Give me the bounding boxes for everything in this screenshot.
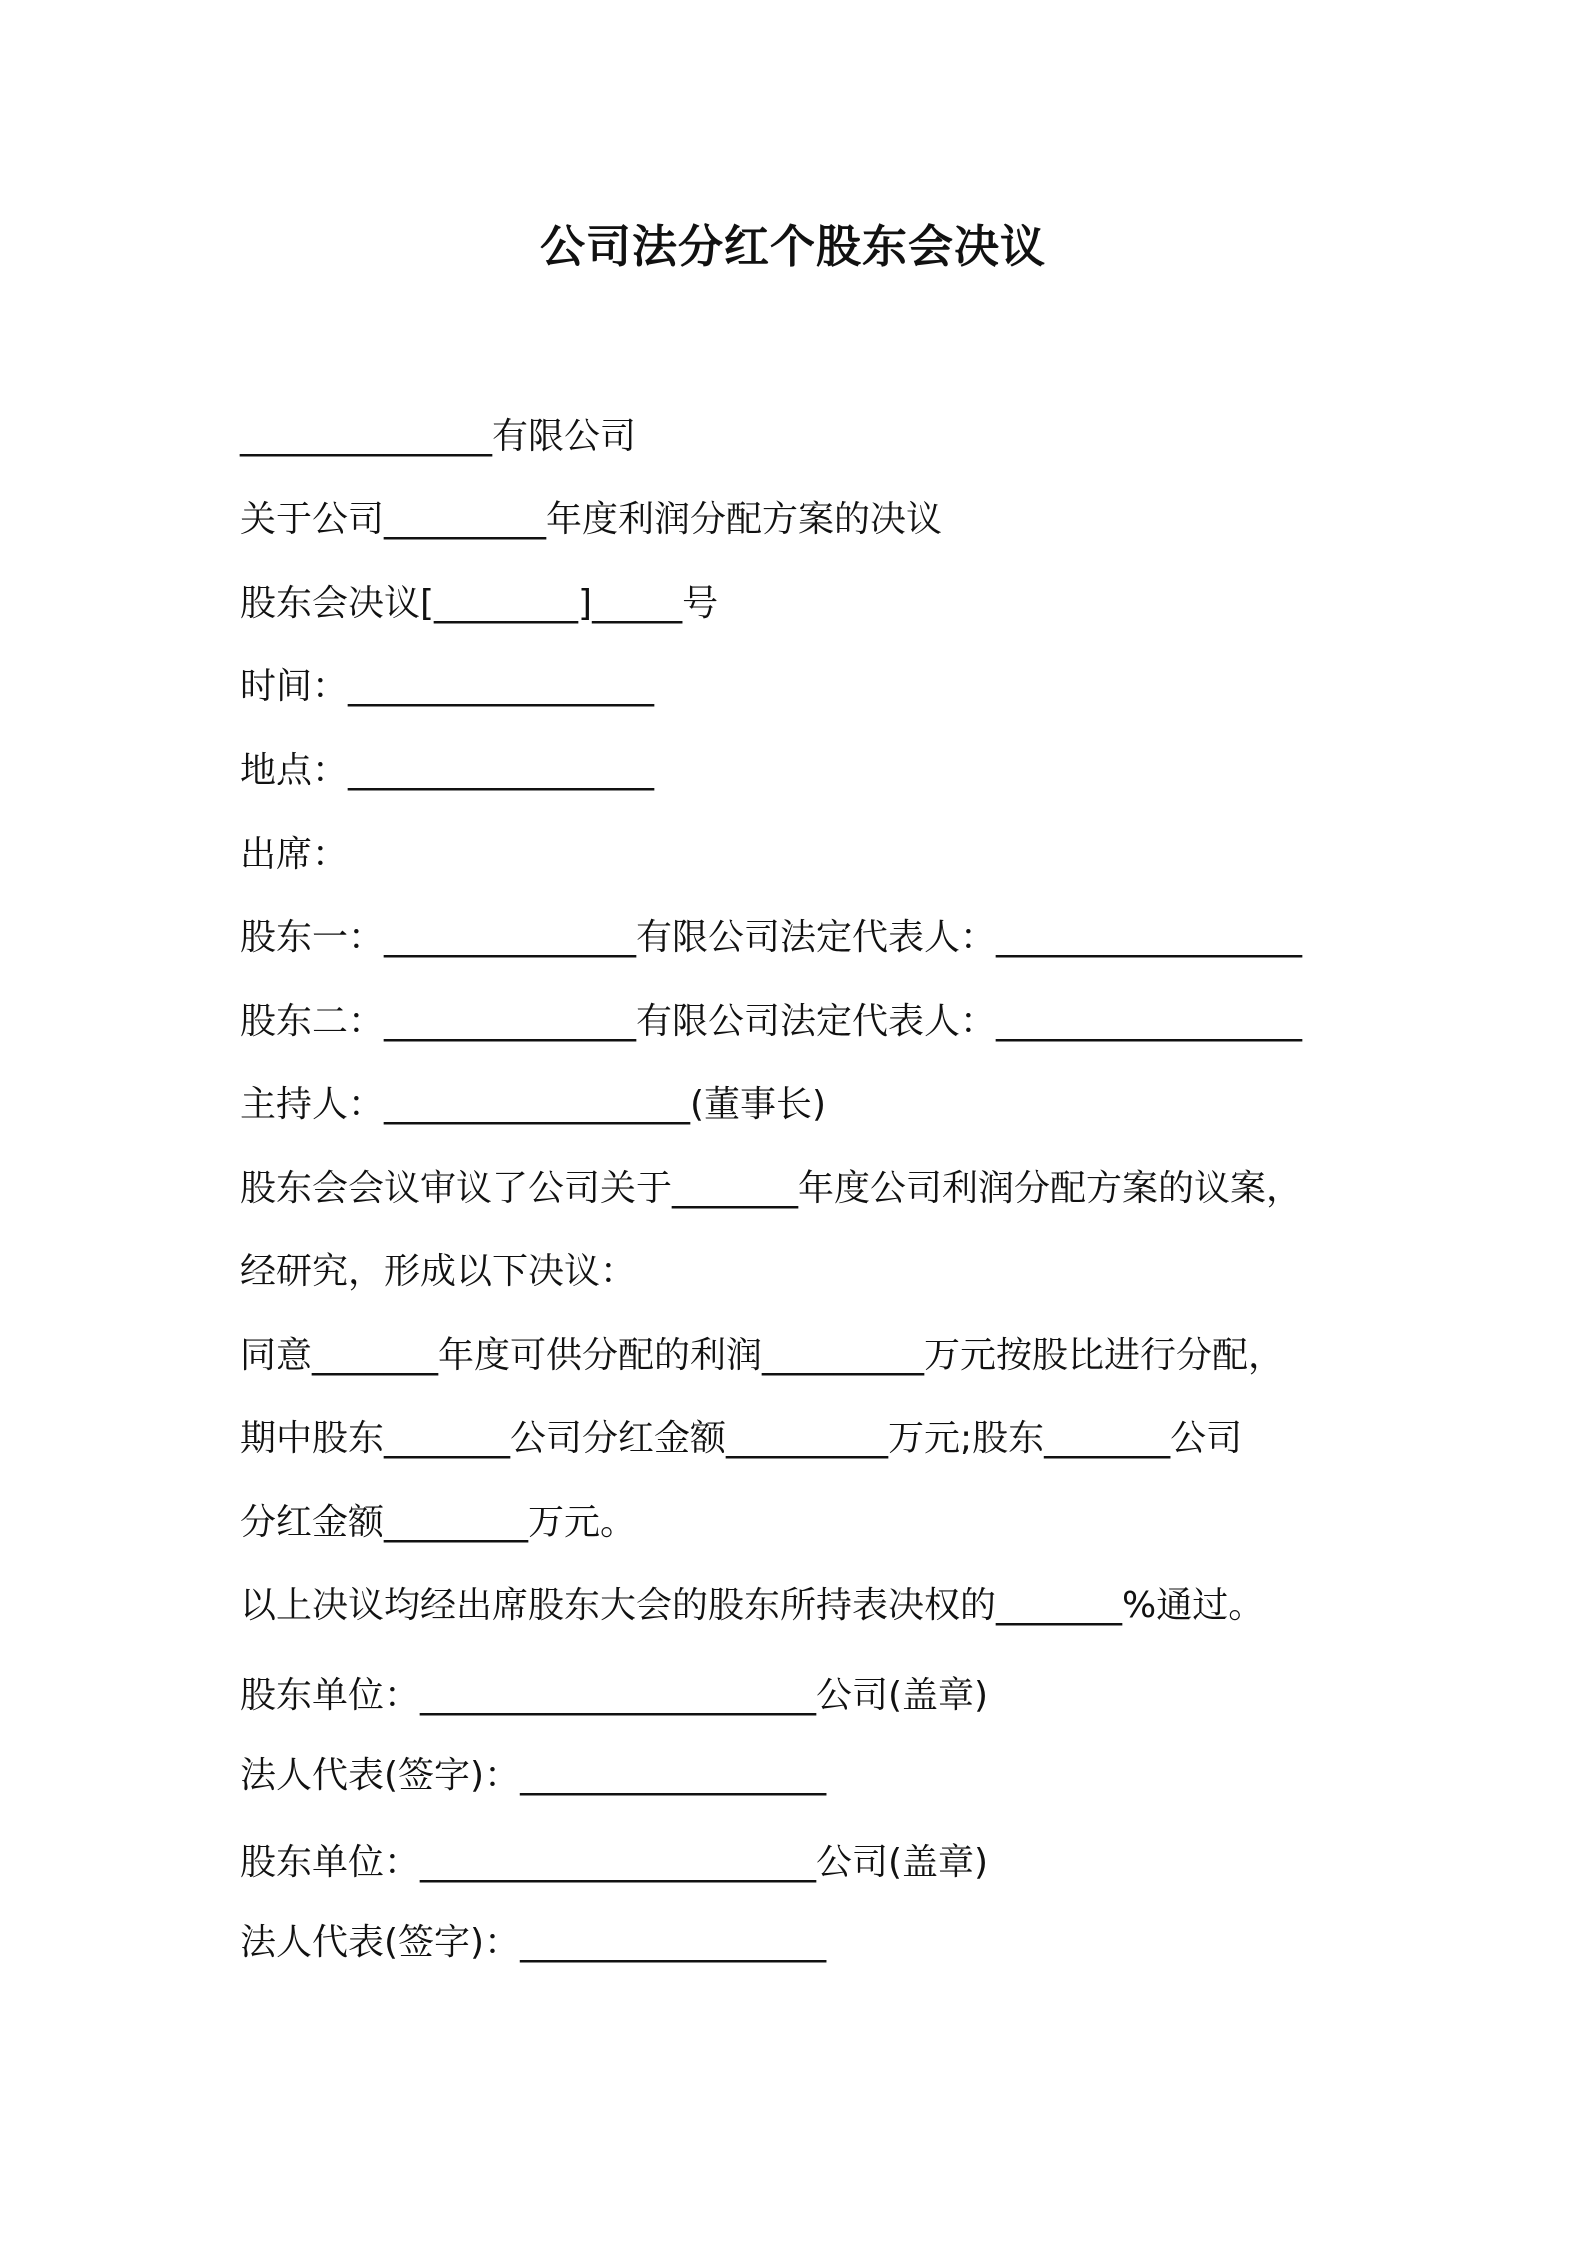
document-title: 公司法分红个股东会决议: [539, 220, 1046, 273]
chairperson-line: 主持人：_________________(董事长): [240, 1084, 827, 1125]
shareholder-unit-line-2: 股东单位：______________________公司(盖章): [240, 1842, 989, 1883]
approval-line: 以上决议均经出席股东大会的股东所持表决权的_______%通过。: [240, 1585, 1265, 1626]
attendance-heading: 出席：: [240, 834, 349, 875]
resolution-line-2: 期中股东_______公司分红金额_________万元;股东_______公司: [240, 1418, 1243, 1459]
location-line: 地点：_________________: [240, 750, 655, 791]
resolution-line-1: 同意_______年度可供分配的利润_________万元按股比进行分配，: [240, 1335, 1285, 1376]
body-paragraph-line-1: 股东会会议审议了公司关于_______年度公司利润分配方案的议案，: [240, 1168, 1303, 1209]
resolution-line-3: 分红金额________万元。: [240, 1502, 637, 1543]
shareholder-two-line: 股东二：______________有限公司法定代表人：_________________: [240, 1001, 1303, 1042]
resolution-subject-line: 关于公司_________年度利润分配方案的决议: [240, 499, 943, 540]
body-paragraph-line-2: 经研究，形成以下决议：: [240, 1251, 637, 1292]
shareholder-unit-line-1: 股东单位：______________________公司(盖章): [240, 1675, 989, 1716]
resolution-number-line: 股东会决议[________]_____号: [240, 583, 719, 624]
time-line: 时间：_________________: [240, 666, 655, 707]
legal-representative-line-1: 法人代表(签字)：_________________: [240, 1755, 827, 1796]
legal-representative-line-2: 法人代表(签字)：_________________: [240, 1922, 827, 1963]
shareholder-one-line: 股东一：______________有限公司法定代表人：_________________: [240, 917, 1303, 958]
company-name-line: ______________有限公司: [240, 416, 637, 457]
